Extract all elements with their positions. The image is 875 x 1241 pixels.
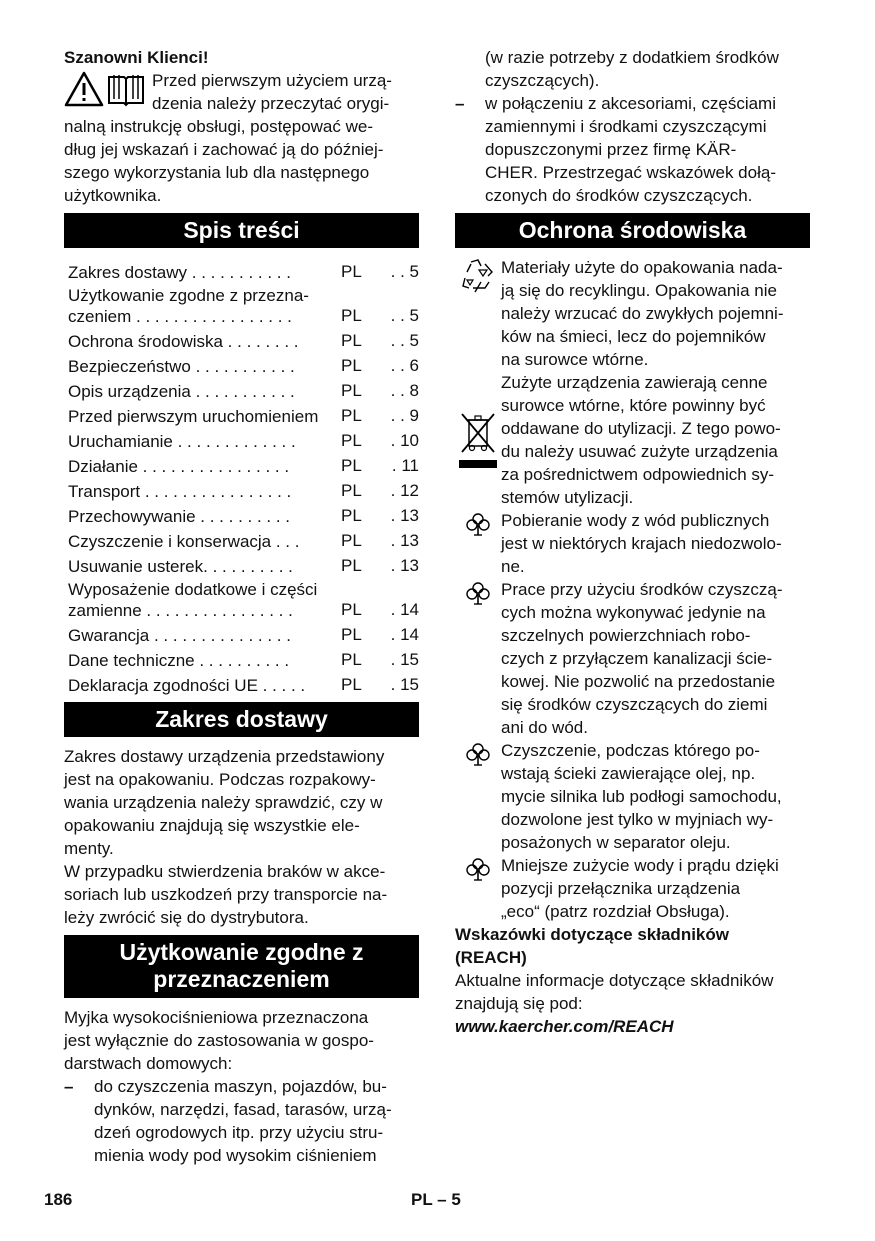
right-column [455, 46, 810, 1038]
env-item-recycling [455, 256, 810, 371]
toc-lang: PL [341, 506, 362, 525]
toc-lang: PL [341, 600, 362, 619]
toc-item[interactable] [68, 258, 419, 283]
dash-bullet: – [64, 1077, 74, 1096]
toc-page: . . 6 [390, 356, 419, 375]
toc-page: . 15 [390, 650, 419, 669]
toc-label: Przechowywanie . . . . . . . . . . [68, 507, 291, 526]
reach-link[interactable]: www.kaercher.com/REACH [455, 1017, 674, 1036]
toc-page: . 14 [390, 600, 419, 619]
table-of-contents [68, 258, 419, 696]
toc-item[interactable] [68, 352, 419, 377]
toc-item[interactable] [68, 327, 419, 352]
environment-tree-icon [465, 580, 491, 606]
toc-item[interactable] [68, 646, 419, 671]
recycling-icon [459, 258, 497, 294]
toc-item[interactable] [68, 502, 419, 527]
toc-lang: PL [341, 456, 362, 475]
toc-heading: Spis treści [64, 213, 419, 248]
toc-lang: PL [341, 306, 362, 325]
toc-page: . 13 [390, 556, 419, 575]
delivery-heading: Zakres dostawy [64, 702, 419, 737]
env-text: Pobieranie wody z wód publicznych jest w niektórych krajach niedozwolo- ne. [501, 511, 782, 576]
toc-label: Deklaracja zgodności UE . . . . . [68, 676, 306, 695]
env-item-cleaning-agents [455, 578, 810, 739]
left-column [64, 46, 419, 1167]
intro-notice [64, 69, 419, 115]
intro-text-rest: nalną instrukcję obsługi, postępować we- dług jej wskazań i zachować ją do później- szego wykorzystania lub dla następnego użytkownika. [64, 117, 384, 205]
env-text: Materiały użyte do opakowania nada- ją się do recyklingu. Opakowania nie należy wrzucać do zwykłych pojemni- ków na śmieci, lecz do pojemników na surowce wtórne. [501, 258, 784, 369]
intro-text-first: Przed pierwszym użyciem urzą- dzenia należy przeczytać orygi- [152, 71, 392, 113]
page-number: 186 [44, 1190, 73, 1209]
toc-lang: PL [341, 356, 362, 375]
toc-item[interactable] [68, 477, 419, 502]
toc-page: . 15 [390, 675, 419, 694]
toc-lang: PL [341, 481, 362, 500]
environment-heading: Ochrona środowiska [455, 213, 810, 248]
toc-page: . . 8 [390, 381, 419, 400]
warning-triangle-icon [64, 71, 104, 107]
toc-item[interactable] [68, 427, 419, 452]
reach-title: Wskazówki dotyczące składników (REACH) [455, 925, 729, 967]
toc-lang: PL [341, 331, 362, 350]
toc-lang: PL [341, 625, 362, 644]
toc-label: Użytkowanie zgodne z przezna- czeniem . . . . . . . . . . . . . . . . . [68, 286, 309, 326]
toc-page: . . 5 [390, 262, 419, 281]
environment-tree-icon [465, 741, 491, 767]
intended-use-heading: Użytkowanie zgodne z przeznaczeniem [64, 935, 419, 998]
toc-page: . 11 [391, 456, 419, 475]
toc-item[interactable] [68, 283, 419, 327]
toc-lang: PL [341, 650, 362, 669]
toc-lang: PL [341, 431, 362, 450]
toc-label: Ochrona środowiska . . . . . . . . [68, 332, 299, 351]
env-item-water [455, 509, 810, 578]
greeting: Szanowni Klienci! [64, 48, 209, 67]
toc-page: . . 5 [390, 306, 419, 325]
toc-item[interactable] [68, 552, 419, 577]
toc-label: Przed pierwszym uruchomieniem [68, 407, 319, 426]
toc-label: Czyszczenie i konserwacja . . . [68, 532, 300, 551]
reach-text: Aktualne informacje dotyczące składników znajdują się pod: [455, 971, 774, 1013]
toc-lang: PL [341, 675, 362, 694]
intended-use-paragraph: Myjka wysokociśnieniowa przeznaczona jest wyłącznie do zastosowania w gospo- darstwach domowych: [64, 1008, 374, 1073]
toc-label: Gwarancja . . . . . . . . . . . . . . . [68, 626, 291, 645]
toc-item[interactable] [68, 452, 419, 477]
toc-page: . 10 [390, 431, 419, 450]
environment-tree-icon [465, 856, 491, 882]
toc-label: Zakres dostawy . . . . . . . . . . . [68, 263, 291, 282]
env-item-eco [455, 854, 810, 923]
env-item-oil [455, 739, 810, 854]
toc-lang: PL [341, 381, 362, 400]
section-page: PL – 5 [411, 1190, 461, 1209]
delivery-paragraph-1: Zakres dostawy urządzenia przedstawiony jest na opakowaniu. Podczas rozpakowy- wania urządzenia należy sprawdzić, czy w opakowaniu znajdują się wszystkie ele- menty. [64, 747, 385, 858]
toc-page: . 13 [390, 531, 419, 550]
toc-label: Uruchamianie . . . . . . . . . . . . . [68, 432, 296, 451]
toc-item[interactable] [68, 671, 419, 696]
intro-icons [64, 69, 146, 115]
delivery-paragraph-2: W przypadku stwierdzenia braków w akce- soriach lub uszkodzeń przy transporcie na- leży zwrócić się do dystrybutora. [64, 862, 388, 927]
crossed-bin-icon [459, 412, 497, 470]
toc-label: Transport . . . . . . . . . . . . . . . . [68, 482, 292, 501]
toc-lang: PL [341, 531, 362, 550]
toc-item[interactable] [68, 527, 419, 552]
env-text: Mniejsze zużycie wody i prądu dzięki pozycji przełącznika urządzenia „eco“ (patrz rozdział Obsługa). [501, 856, 779, 921]
toc-page: . . 5 [390, 331, 419, 350]
toc-page: . 12 [390, 481, 419, 500]
toc-page: . 13 [390, 506, 419, 525]
env-text: Czyszczenie, podczas którego po- wstają ścieki zawierające olej, np. mycie silnika lub podłogi samochodu, dozwolone jest tylko w myjniach wy- posażonych w separator oleju. [501, 741, 782, 852]
list-item-continuation [455, 46, 810, 92]
toc-label: Dane techniczne . . . . . . . . . . [68, 651, 290, 670]
toc-page: . 14 [390, 625, 419, 644]
toc-label: Bezpieczeństwo . . . . . . . . . . . [68, 357, 295, 376]
toc-item[interactable] [68, 377, 419, 402]
intended-use-item-2: w połączeniu z akcesoriami, częściami zamiennymi i środkami czyszczącymi dopuszczonymi przez firmę KÄR- CHER. Przestrzegać wskazówek dołą- czonych do środków czyszczących. [485, 94, 776, 205]
dash-bullet: – [455, 94, 465, 113]
list-item [64, 1075, 419, 1167]
list-item [455, 92, 810, 207]
intended-use-item-1-cont: (w razie potrzeby z dodatkiem środków czyszczących). [485, 48, 779, 90]
toc-label: Wyposażenie dodatkowe i części zamienne . . . . . . . . . . . . . . . . [68, 580, 318, 620]
toc-lang: PL [341, 262, 362, 281]
toc-item[interactable] [68, 577, 419, 621]
environment-tree-icon [465, 511, 491, 537]
toc-lang: PL [341, 406, 362, 425]
env-text: Zużyte urządzenia zawierają cenne surowce wtórne, które powinny być oddawane do utylizacji. Z tego powo- du należy usuwać zużyte urządzenia za pośrednictwem odpowiednich sy- stemów utylizacji. [501, 373, 781, 507]
open-book-icon [106, 71, 146, 107]
toc-item[interactable] [68, 402, 419, 427]
toc-lang: PL [341, 556, 362, 575]
env-text: Prace przy użyciu środków czyszczą- cych można wykonywać jedynie na szczelnych powierzchniach robo- czych z przyłączem kanalizacji ście- kowej. Nie pozwolić na przedostanie się środków czyszczących do ziemi ani do wód. [501, 580, 783, 737]
toc-item[interactable] [68, 621, 419, 646]
toc-page: . . 9 [390, 406, 419, 425]
toc-label: Opis urządzenia . . . . . . . . . . . [68, 382, 295, 401]
intended-use-item-1: do czyszczenia maszyn, pojazdów, bu- dynków, narzędzi, fasad, tarasów, urzą- dzeń ogrodowych itp. przy użyciu stru- mienia wody pod wysokim ciśnieniem [94, 1077, 392, 1165]
env-item-disposal [455, 371, 810, 509]
toc-label: Usuwanie usterek. . . . . . . . . . [68, 557, 293, 576]
toc-label: Działanie . . . . . . . . . . . . . . . . [68, 457, 290, 476]
